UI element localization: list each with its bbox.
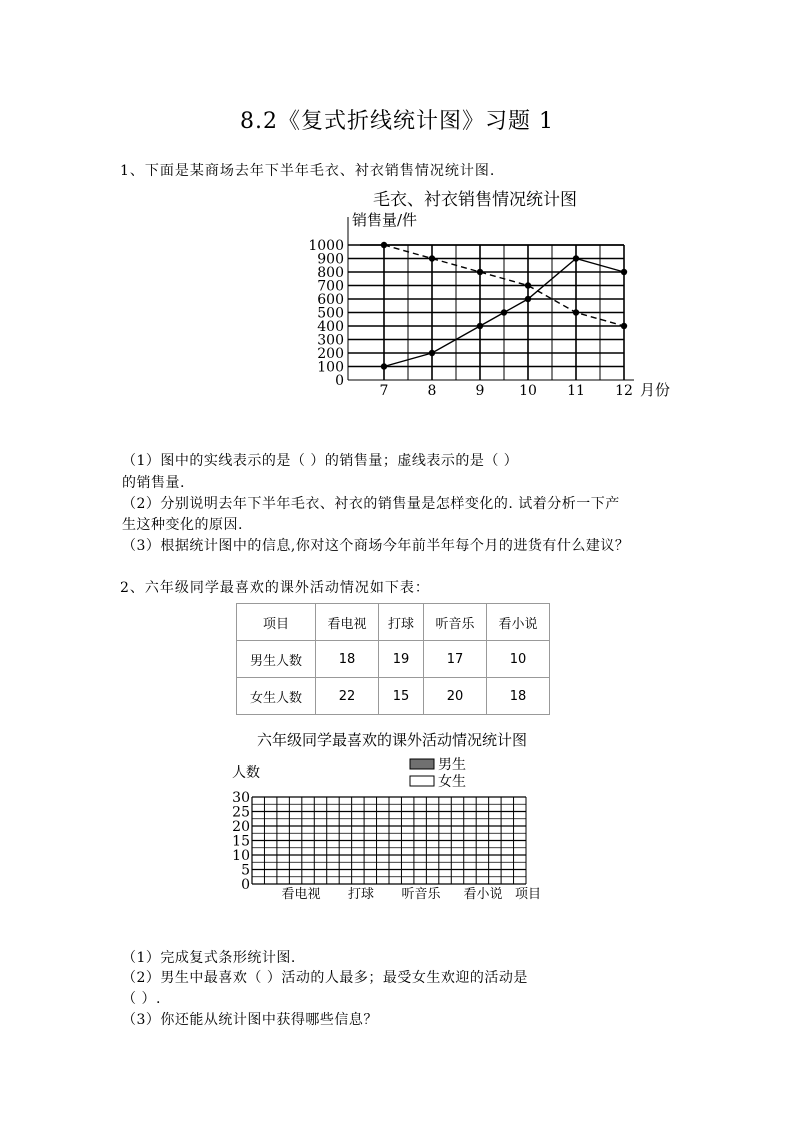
- table-header-cell: 听音乐: [424, 604, 487, 641]
- x-tick-label: 10: [519, 383, 537, 399]
- y-tick-label: 20: [232, 819, 250, 835]
- bar-chart-y-axis-label: 人数: [232, 765, 260, 781]
- table-cell: 女生人数: [237, 678, 316, 715]
- table-cell: 男生人数: [237, 641, 316, 678]
- question-1-part-3: （3）根据统计图中的信息,你对这个商场今年前半年每个月的进货有什么建议？: [122, 538, 630, 554]
- y-tick-label: 10: [232, 848, 250, 864]
- y-tick-label: 100: [317, 359, 344, 376]
- bar-chart-x-axis-label: 项目: [515, 887, 542, 902]
- x-tick-label: 9: [475, 383, 485, 399]
- x-tick-label: 打球: [347, 887, 375, 902]
- question-2-part-2-line-2: （ ）.: [122, 991, 161, 1007]
- y-tick-label: 25: [232, 804, 250, 821]
- question-1-part-1-line-2: 的销售量.: [122, 475, 185, 491]
- y-tick-label: 800: [317, 265, 344, 281]
- table-header-cell: 看小说: [487, 604, 550, 641]
- y-tick-label: 500: [317, 305, 344, 322]
- x-tick-label: 听音乐: [401, 887, 441, 902]
- line-chart-y-axis-label: 销售量/件: [352, 211, 418, 229]
- question-1-part-2-line-1: （2）分别说明去年下半年毛衣、衬衣的销售量是怎样变化的. 试着分析一下产: [122, 496, 620, 512]
- y-tick-label: 5: [241, 862, 250, 879]
- bar-chart-y-ticks: [232, 790, 250, 893]
- y-tick-label: 200: [317, 346, 344, 362]
- question-1-intro: 1、下面是某商场去年下半年毛衣、衬衣销售情况统计图.: [120, 163, 496, 179]
- y-tick-label: 1000: [308, 238, 344, 254]
- y-tick-label: 30: [232, 790, 250, 806]
- table-cell: 15: [379, 678, 424, 715]
- y-tick-label: 700: [317, 278, 344, 295]
- table-header-cell: 看电视: [316, 604, 379, 641]
- table-cell: 17: [424, 641, 487, 678]
- legend-label: 男生: [438, 757, 466, 773]
- y-tick-label: 15: [232, 833, 250, 850]
- line-chart-title: 毛衣、衬衣销售情况统计图: [373, 190, 577, 210]
- x-tick-label: 8: [427, 383, 437, 399]
- bar-chart-title: 六年级同学最喜欢的课外活动情况统计图: [256, 731, 528, 749]
- table-cell: 20: [424, 678, 487, 715]
- y-tick-label: 0: [241, 877, 250, 893]
- question-2-part-2-line-1: （2）男生中最喜欢（ ）活动的人最多；最受女生欢迎的活动是: [122, 970, 528, 986]
- page-title: 8.2《复式折线统计图》习题 1: [240, 109, 554, 134]
- y-tick-label: 400: [317, 319, 344, 335]
- question-1-part-2-line-2: 生这种变化的原因.: [122, 517, 243, 533]
- y-tick-label: 900: [317, 251, 344, 268]
- y-tick-label: 0: [335, 373, 344, 389]
- question-2-intro: 2、六年级同学最喜欢的课外活动情况如下表：: [120, 580, 430, 596]
- x-tick-label: 看小说: [463, 887, 503, 902]
- table-cell: 22: [316, 678, 379, 715]
- table-cell: 10: [487, 641, 550, 678]
- legend-swatch: [410, 759, 434, 769]
- x-tick-label: 12: [615, 383, 633, 399]
- bar-chart-x-ticks: [281, 886, 502, 902]
- table-cell: 18: [316, 641, 379, 678]
- y-tick-label: 300: [317, 332, 344, 349]
- bar-chart-grid: [252, 797, 526, 884]
- x-tick-label: 11: [567, 383, 585, 399]
- legend-swatch: [410, 776, 434, 786]
- y-tick-label: 600: [317, 292, 344, 308]
- question-2-part-1: （1）完成复式条形统计图.: [122, 950, 296, 966]
- table-header-cell: 打球: [379, 604, 424, 641]
- bar-chart-legend: [410, 756, 466, 790]
- line-chart-x-axis-label: 月份: [640, 381, 671, 399]
- table-cell: 18: [487, 678, 550, 715]
- question-1-part-1-line-1: （1）图中的实线表示的是（ ）的销售量；虚线表示的是（ ）: [122, 453, 519, 469]
- table-cell: 19: [379, 641, 424, 678]
- legend-label: 女生: [438, 774, 466, 790]
- table-header-cell: 项目: [237, 604, 316, 641]
- question-2-part-3: （3）你还能从统计图中获得哪些信息？: [122, 1012, 378, 1028]
- x-tick-label: 看电视: [281, 887, 321, 902]
- x-tick-label: 7: [379, 383, 389, 399]
